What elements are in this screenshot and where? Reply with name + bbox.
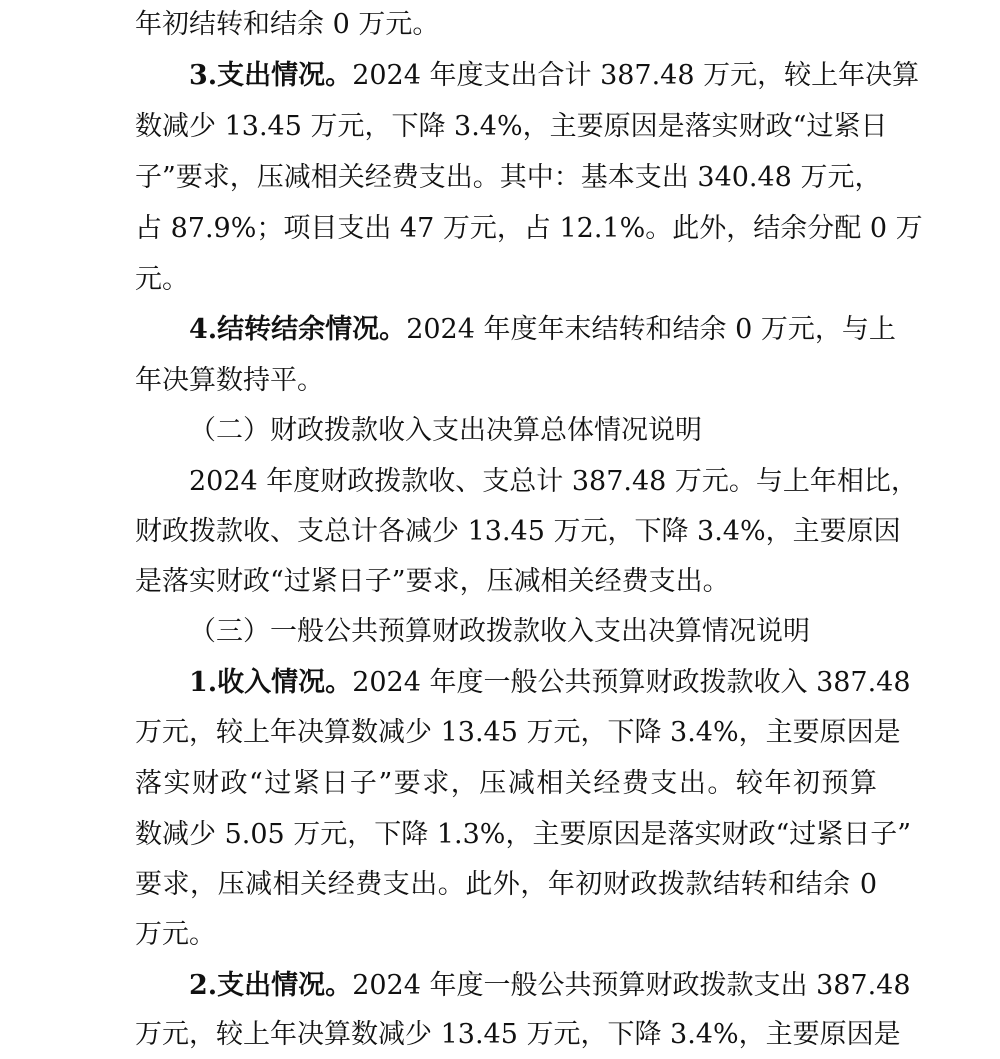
- text-line: [135, 512, 901, 552]
- body-text: 是落实财政“过紧日子”要求，压减相关经费支出。: [135, 566, 730, 597]
- text-line: [135, 158, 882, 198]
- body-text: 2024 年度一般公共预算财政拨款收入 387.48: [352, 667, 911, 698]
- bold-lead-text: 1.收入情况。: [189, 667, 353, 698]
- body-text: （三）一般公共预算财政拨款收入支出决算情况说明: [189, 616, 810, 647]
- text-line: [135, 361, 877, 401]
- body-text: 落实财政“过紧日子”要求，压减相关经费支出。较年初预算: [135, 768, 877, 799]
- body-text: 要求，压减相关经费支出。此外，年初财政拨款结转和结余 0: [135, 869, 877, 900]
- section-heading: [135, 411, 877, 451]
- body-text: 财政拨款收、支总计各减少 13.45 万元，下降 3.4%，主要原因: [135, 516, 901, 547]
- body-text: 数减少 13.45 万元，下降 3.4%，主要原因是落实财政“过紧日: [135, 111, 888, 142]
- bold-lead-text: 2.支出情况。: [189, 970, 353, 1001]
- body-text: 2024 年度年末结转和结余 0 万元，与上: [406, 314, 896, 345]
- body-text: 子”要求，压减相关经费支出。其中：基本支出 340.48 万元，: [135, 162, 882, 193]
- body-text: （二）财政拨款收入支出决算总体情况说明: [189, 415, 702, 446]
- body-text: 元。: [135, 264, 189, 295]
- text-line: [135, 462, 918, 502]
- body-text: 万元，较上年决算数减少 13.45 万元，下降 3.4%，主要原因是: [135, 717, 901, 748]
- text-line: [135, 764, 877, 804]
- text-line: [135, 209, 923, 249]
- text-line: [135, 5, 877, 45]
- section-heading: [135, 612, 877, 652]
- text-line: [135, 815, 912, 855]
- text-line: [135, 663, 911, 703]
- text-line: [135, 310, 896, 350]
- text-line: [135, 713, 901, 753]
- body-text: 年决算数持平。: [135, 365, 324, 396]
- text-line: [135, 865, 877, 905]
- text-line: [135, 915, 877, 955]
- text-line: [135, 56, 920, 96]
- body-text: 2024 年度支出合计 387.48 万元，较上年决算: [352, 60, 920, 91]
- body-text: 2024 年度一般公共预算财政拨款支出 387.48: [352, 970, 911, 1001]
- text-line: [135, 260, 877, 300]
- body-text: 年初结转和结余 0 万元。: [135, 9, 440, 40]
- body-text: 万元，较上年决算数减少 13.45 万元，下降 3.4%，主要原因是: [135, 1019, 901, 1050]
- bold-lead-text: 4.结转结余情况。: [189, 314, 407, 345]
- text-line: [135, 562, 877, 602]
- body-text: 2024 年度财政拨款收、支总计 387.48 万元。与上年相比，: [189, 466, 918, 497]
- bold-lead-text: 3.支出情况。: [189, 60, 353, 91]
- text-line: [135, 107, 888, 147]
- body-text: 占 87.9%；项目支出 47 万元，占 12.1%。此外，结余分配 0 万: [135, 213, 923, 244]
- body-text: 数减少 5.05 万元，下降 1.3%，主要原因是落实财政“过紧日子”: [135, 819, 912, 850]
- body-text: 万元。: [135, 919, 216, 950]
- text-line: [135, 1015, 901, 1055]
- text-line: [135, 966, 911, 1006]
